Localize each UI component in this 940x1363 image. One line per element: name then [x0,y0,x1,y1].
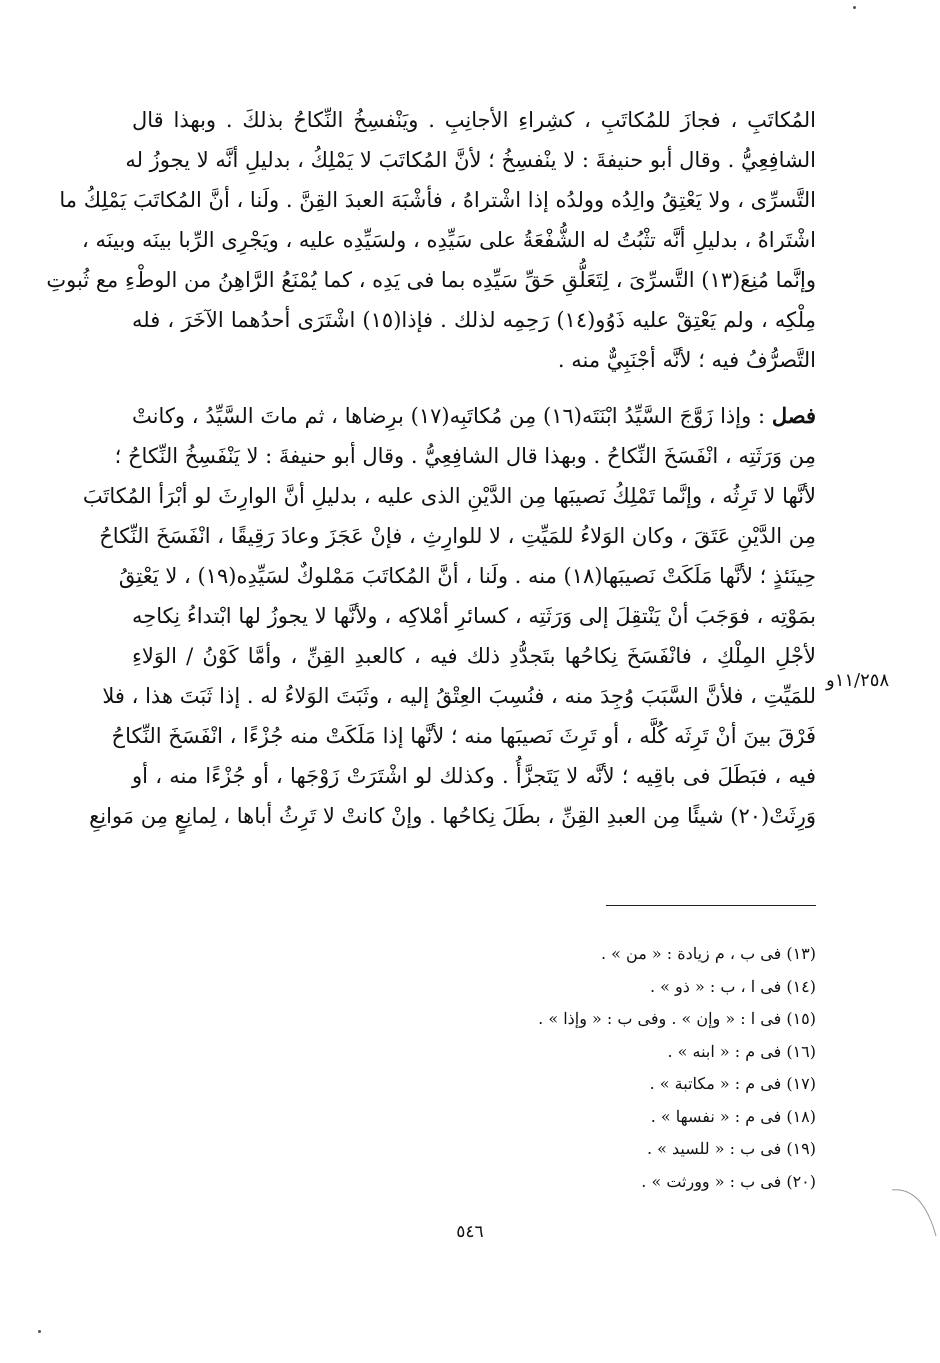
paragraph-1 [46,100,816,380]
text-line: وإنَّما مُنِعَ(١٣) التَّسرِّىَ ، لِتَعَلُّقِ حَقِّ سَيِّدِه بما فى يَدِه ، كما يُمْنَعُ الرَّاهِنُ من الوطْءِ مع ثُبوتِ [46,268,816,292]
paragraph-2 [82,396,816,836]
scan-speck [38,1330,41,1333]
text-line: لأجْلِ المِلْكِ ، فانْفَسَخَ نِكاحُها بتَجدُّدِ ذلك فيه ، كالعبدِ القِنِّ ، وأمَّا كَوْنُ / الوَلاءِ [132,644,816,668]
text-line: للمَيِّتِ ، فلأنَّ السَّبَبَ وُجِدَ منه ، فنُسِبَ العِتْقُ إليه ، وثَبَتَ الوَلاءُ له . إذا ثَبَتَ هذا ، فلا [102,684,816,708]
fasl-heading: فصل [771,403,816,428]
margin-folio-note: ١١/٢٥٨و [826,670,890,691]
scan-speck [853,6,856,9]
text-line: بمَوْتِه ، فوَجَبَ أنْ يَنْتقِلَ إلى وَرَثَتِه ، كسائرِ أمْلاكِه ، ولأنَّها لا يجوزُ لها ابْتداءُ نِكاحِه [132,604,816,628]
text-line: التَّصرُّفُ فيه ؛ لأنَّه أجْنَبِيٌّ منه . [557,348,816,372]
text-line: مِن الدَّيْنِ عَتَقَ ، وكان الوَلاءُ للمَيِّتِ ، لا للوارِثِ ، فإنْ عَجَزَ وعادَ رَقِيقًا ، انْفَسَخَ النِّكاحُ [99,524,816,548]
text-line: المُكاتَبِ ، فجازَ للمُكاتَبِ ، كشِراءِ الأجانِبِ . ويَنْفسِخُ النِّكاحُ بذلكَ . وبهذا قال [132,108,816,132]
text-line: حِينَئذٍ ؛ لأنَّها مَلَكَتْ نَصيبَها(١٨) منه . ولَنا ، أنَّ المُكاتَبَ مَمْلوكٌ لسَيِّدِه(١٩) ، لا يَعْتِقُ [118,564,816,588]
page-number: ٥٤٦ [456,1222,484,1242]
main-text-block [46,100,816,836]
paragraph-spacer [132,380,816,396]
footnotes-block [416,938,816,1198]
footnote: (١٨) فى م : « نفسها » . [650,1106,816,1126]
text-line-fasl [132,396,816,436]
text-line: مِلْكِه ، ولم يَعْتِقْ عليه ذَوُو(١٤) رَحِمِه لذلك . فإذا(١٥) اشْتَرَى أحدُهما الآخَرَ ، فله [132,308,816,332]
footnote: (١٩) فى ب : « للسيد » . [646,1139,816,1158]
footnote: (١٤) فى ا ، ب : « ذو » . [649,976,816,996]
footnote: (١٧) فى م : « مكاتبة » . [649,1074,816,1093]
footnote: (١٦) فى م : « ابنه » . [667,1041,816,1061]
text-line: اشْتَراهُ ، بدليلِ أنَّه تثْبُتُ له الشُّفْعَةُ على سَيِّدِه ، ولسَيِّدِه عليه ، ويَجْرِى الرِّبا بينَه وبينَه ، [82,228,816,252]
footnote-separator-rule [606,905,816,906]
text-line: الشافِعِيُّ . وقال أبو حنيفةَ : لا ينْفسِخُ ؛ لأنَّ المُكاتَبَ لا يَمْلِكُ ، بدليلِ أنَّه لا يجوزُ له [125,148,816,172]
text-line: التَّسرِّى ، ولا يَعْتِقُ والِدُه وولدُه إذا اشْتراهُ ، فأشْبَهَ العبدَ القِنَّ . ولَنا ، أنَّ المُكاتَبَ يَمْلِكُ ما [59,188,816,212]
text-line: مِن وَرَثَتِه ، انْفَسَخَ النِّكاحُ . وبهذا قال الشافِعِيُّ . وقال أبو حنيفةَ : لا يَنْفَسِخُ النِّكاحُ ؛ [114,444,816,468]
fasl-line-text: : وإذا زَوَّجَ السَّيِّدُ ابْنَتَه(١٦) مِن مُكاتَبِه(١٧) برِضاها ، ثم ماتَ السَّيِّدُ ، وكانتْ [132,404,772,428]
footnote: (٢٠) فى ب : « وورثت » . [641,1171,816,1191]
footnote: (١٣) فى ب ، م زيادة : « من » . [600,944,816,963]
text-line: فيه ، فبَطَلَ فى باقِيه ؛ لأنَّه لا يَتَجزَّأُ . وكذلك لو اشْتَرَتْ زَوْجَها ، أو جُزْءًا منه ، أو [132,764,816,788]
text-line: وَرِثَتْ(٢٠) شيئًا مِن العبدِ القِنِّ ، بطَلَ نِكاحُها . وإنْ كانتْ لا تَرِثُ أباها ، لِمانِعٍ مِن مَوانِعِ [89,804,816,828]
text-line: لأنَّها لا تَرِثُه ، وإنَّما تَمْلِكُ نَصيبَها مِن الدَّيْنِ الذى عليه ، بدليلِ أنَّ الوارِثَ لو أبْرَأ المُكاتَبَ [82,484,816,508]
text-line: فَرْقَ بينَ أنْ تَرِثَه كُلَّه ، أو تَرِثَ نَصيبَها منه ؛ لأنَّها إذا مَلَكَتْ منه جُزْءًا ، انْفَسَخَ النِّكاحُ [111,724,816,748]
footnote: (١٥) فى ا : « وإن » . وفى ب : « وإذا » . [538,1009,816,1028]
scan-edge-curve [890,1180,938,1240]
